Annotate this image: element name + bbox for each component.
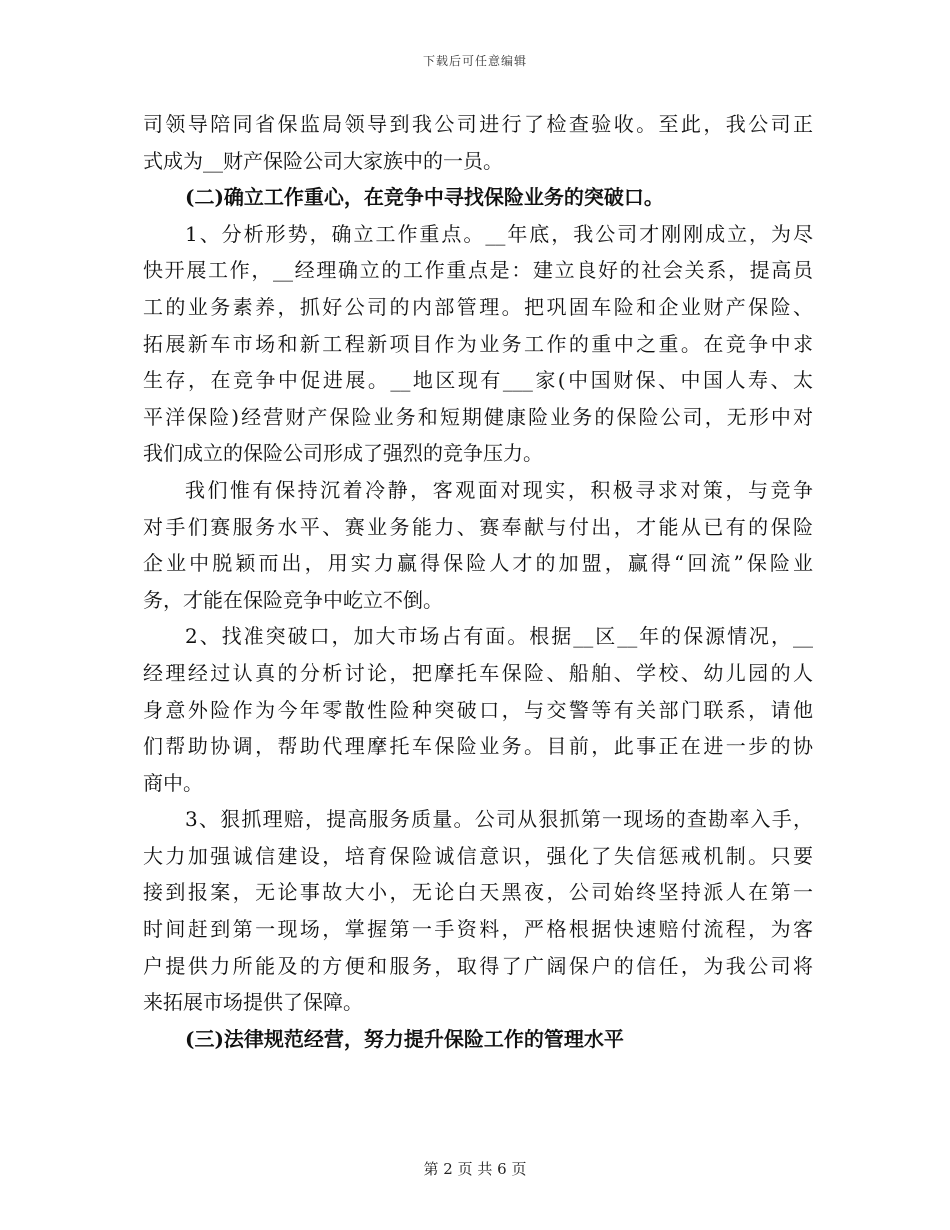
section-heading: (二)确立工作重心，在竞争中寻找保险业务的突破口。 <box>185 185 664 210</box>
body-line: 我们惟有保持沉着冷静，客观面对现实，积极寻求对策，与竞争 <box>185 477 813 502</box>
body-line: 商中。 <box>143 770 203 795</box>
body-line: 我们成立的保险公司形成了强烈的竞争压力。 <box>143 441 543 466</box>
page-number-footer: 第 2 页 共 6 页 <box>423 1160 527 1178</box>
body-line: 务，才能在保险竞争中屹立不倒。 <box>143 587 443 612</box>
body-line: 们帮助协调，帮助代理摩托车保险业务。目前，此事正在进一步的协 <box>143 734 813 759</box>
body-line: 生存，在竞争中促进展。__地区现有___家(中国财保、中国人寿、太 <box>143 368 813 393</box>
body-line: 经理经过认真的分析讨论，把摩托车保险、船舶、学校、幼儿园的人 <box>143 660 813 685</box>
body-line: 平洋保险)经营财产保险业务和短期健康险业务的保险公司，无形中对 <box>143 404 813 429</box>
body-line: 企业中脱颖而出，用实力赢得保险人才的加盟，赢得“回流”保险业 <box>143 551 813 576</box>
body-line: 工的业务素养，抓好公司的内部管理。把巩固车险和企业财产保险、 <box>143 294 813 319</box>
body-line: 身意外险作为今年零散性险种突破口，与交警等有关部门联系，请他 <box>143 697 813 722</box>
body-line: 时间赶到第一现场，掌握第一手资料，严格根据快速赔付流程，为客 <box>143 917 813 942</box>
document-body <box>143 106 813 1057</box>
body-line: 式成为__财产保险公司大家族中的一员。 <box>143 148 503 173</box>
body-line: 快开展工作，__经理确立的工作重点是：建立良好的社会关系，提高员 <box>143 258 813 283</box>
body-line: 1、分析形势，确立工作重点。__年底，我公司才刚刚成立，为尽 <box>185 221 813 246</box>
body-line: 拓展新车市场和新工程新项目作为业务工作的重中之重。在竞争中求 <box>143 331 813 356</box>
body-line: 司领导陪同省保监局领导到我公司进行了检查验收。至此，我公司正 <box>143 112 813 136</box>
body-line: 户提供力所能及的方便和服务，取得了广阔保户的信任，为我公司将 <box>143 953 813 978</box>
body-line: 大力加强诚信建设，培育保险诚信意识，强化了失信惩戒机制。只要 <box>143 843 813 868</box>
body-line: 对手们赛服务水平、赛业务能力、赛奉献与付出，才能从已有的保险 <box>143 514 813 539</box>
body-line: 接到报案，无论事故大小，无论白天黑夜，公司始终坚持派人在第一 <box>143 880 813 905</box>
body-line: 2、找准突破口，加大市场占有面。根据__区__年的保源情况，__ <box>185 624 813 649</box>
body-line: 来拓展市场提供了保障。 <box>143 990 363 1015</box>
body-line: 3、狠抓理赔，提高服务质量。公司从狠抓第一现场的查勘率入手， <box>185 807 813 832</box>
page-header: 下载后可任意编辑 <box>422 54 527 68</box>
section-heading: (三)法律规范经营，努力提升保险工作的管理水平 <box>185 1026 624 1051</box>
